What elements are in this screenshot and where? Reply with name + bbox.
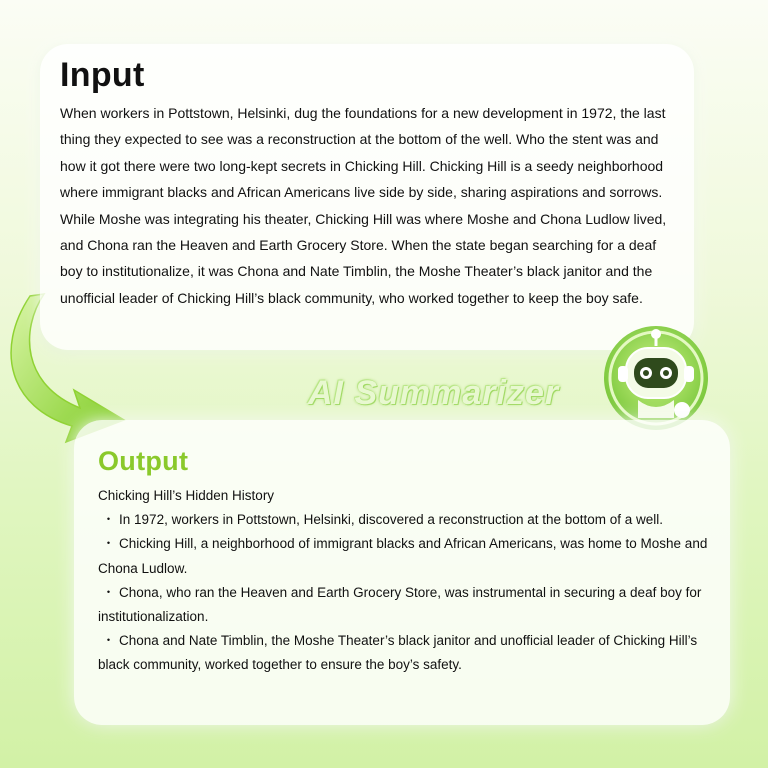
- output-title: Output: [98, 446, 189, 476]
- bullet-text: Chona and Nate Timblin, the Moshe Theater’s black janitor and unofficial leader of Chicking Hill’s black community, worked together to ensure the boy’s safety.: [98, 633, 698, 673]
- ai-summarizer-label: AI Summarizer: [308, 374, 560, 412]
- summary-bullet: [98, 581, 718, 629]
- bullet-text: Chicking Hill, a neighborhood of immigrant blacks and African Americans, was home to Moshe and Chona Ludlow.: [98, 536, 708, 576]
- summary-bullet: [98, 508, 718, 532]
- output-card: [74, 420, 730, 725]
- bullet-text: In 1972, workers in Pottstown, Helsinki, discovered a reconstruction at the bottom of a well.: [119, 512, 664, 528]
- bullet-glyph: ・: [101, 584, 116, 600]
- bullet-text: Chona, who ran the Heaven and Earth Grocery Store, was instrumental in securing a deaf boy for institutionalization.: [98, 584, 702, 625]
- bullet-glyph: ・: [101, 633, 116, 649]
- bullet-glyph: ・: [101, 536, 116, 552]
- summary-heading: Chicking Hill’s Hidden History: [98, 488, 275, 503]
- robot-mascot-icon: [598, 322, 718, 432]
- input-card: [40, 44, 694, 350]
- summary-bullet: [98, 629, 718, 677]
- output-text: [98, 484, 718, 678]
- input-title: Input: [60, 56, 145, 94]
- bullet-glyph: ・: [101, 512, 116, 528]
- input-text: When workers in Pottstown, Helsinki, dug the foundations for a new development in 1972, the last thing they expected to see was a reconstruction at the bottom of the well. Who the stent was and how it got there were two long-kept secrets in Chicking Hill. Chicking Hill is a seedy neighborhood where immigrant blacks and African Americans live side by side, sharing aspirations and sorrows. While Moshe was integrating his theater, Chicking Hill was where Moshe and Chona Ludlow lived, and Chona ran the Heaven and Earth Grocery Store. When the state began searching for a deaf boy to institutionalize, it was Chona and Nate Timblin, the Moshe Theater’s black janitor and the unofficial leader of Chicking Hill’s black community, who worked together to keep the boy safe.: [60, 105, 667, 306]
- summary-bullet: [98, 532, 718, 580]
